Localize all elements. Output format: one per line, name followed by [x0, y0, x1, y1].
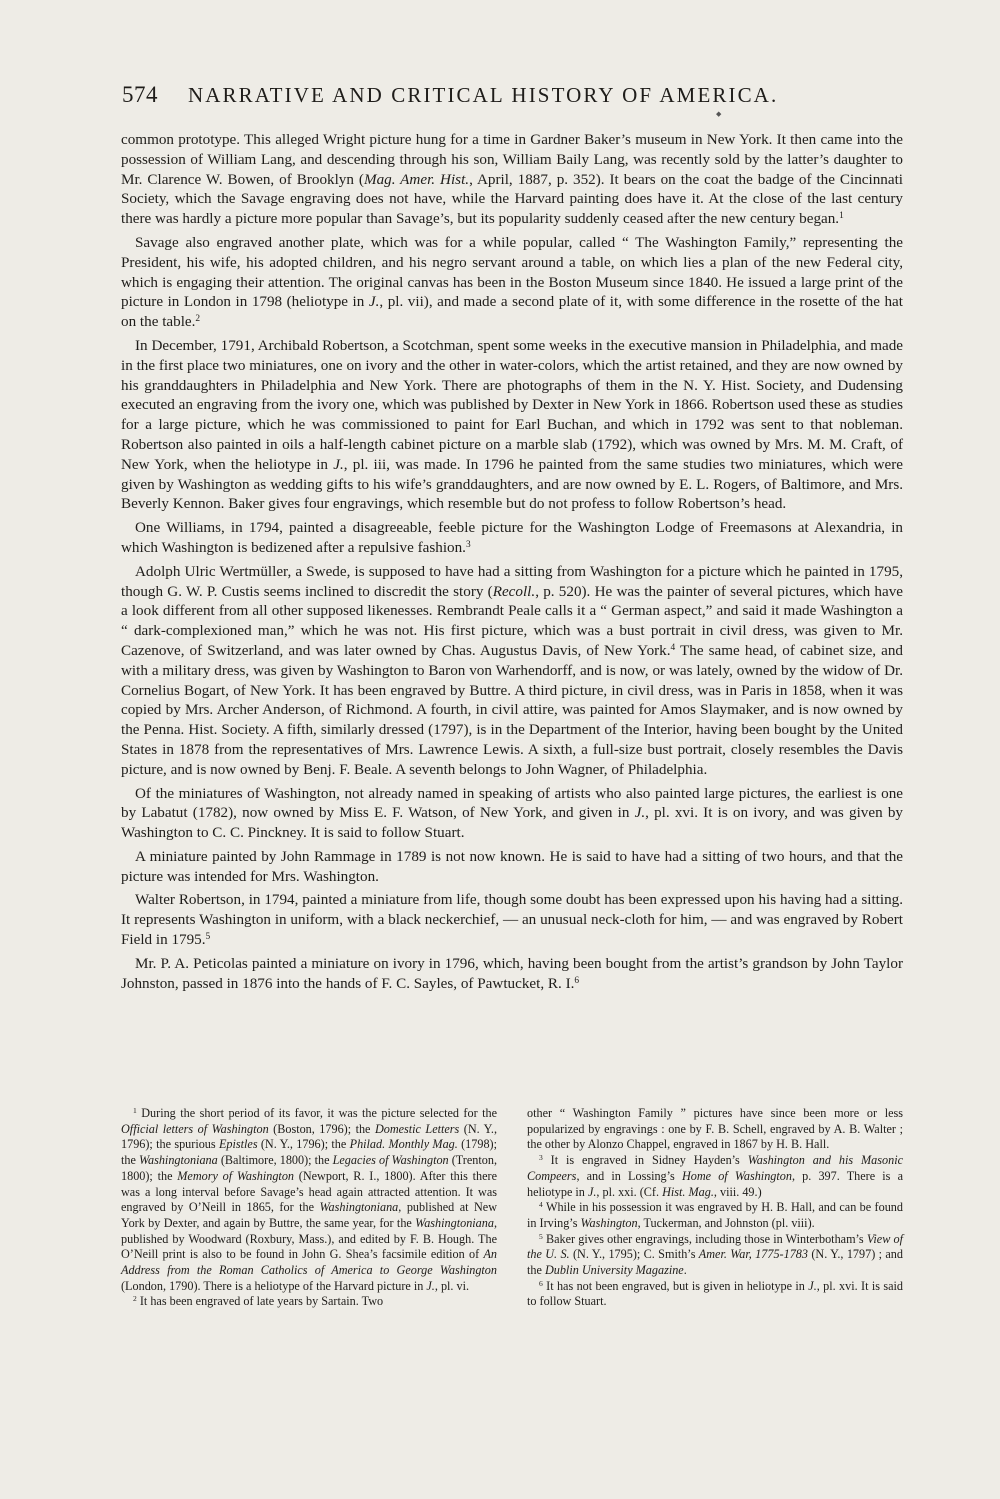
italic-text: An Address from the Roman Catholics of America to George Washington — [121, 1247, 497, 1278]
italic-text: J. — [634, 804, 646, 822]
running-head: NARRATIVE AND CRITICAL HISTORY OF AMERICA. — [188, 83, 779, 107]
footnote-marker: 3 — [465, 539, 471, 550]
footnote-marker: 4 — [539, 1200, 543, 1210]
italic-text: Amer. War, 1775-1783 — [698, 1247, 808, 1262]
page-number: 574 — [122, 82, 158, 107]
paragraph — [121, 336, 903, 514]
text-run: While in his possession it was engraved by H. B. Hall, and can be found in Irving’s — [527, 1200, 903, 1230]
text-run: , pl. vii), and made a second plate of it, with some difference in the rosette of the hat on the table. — [121, 293, 903, 331]
text-run: (Newport, R. I., 1800). After this there was a long interval before Savage’s head again attracted attention. It was engraved by O’Neill in 1865, for the — [121, 1168, 497, 1215]
text-run: , p. 397. There is a heliotype in — [527, 1168, 903, 1199]
footnote-marker: 4 — [670, 642, 676, 653]
footnotes — [121, 1106, 903, 1310]
footnote-marker: 1 — [133, 1105, 137, 1115]
footnote — [121, 1294, 497, 1310]
footnote-marker: 6 — [574, 975, 580, 986]
italic-text: Hist. Mag. — [662, 1184, 714, 1199]
italic-text: Washington and his Masonic Compeers — [527, 1153, 903, 1183]
italic-text: Washington — [580, 1215, 638, 1230]
text-run: In December, 1791, Archibald Robertson, a Scotchman, spent some weeks in the executive mansion in Philadelphia, and made in the first place two miniatures, one on ivory and the other in water-colors, which the artist retained, and they are now owned by his granddaughters in Philadelphia and New York. There are photographs of them in the N. Y. Hist. Society, and Dudensing executed an engraving from the ivory one, which was published by Dexter in New York in 1866. Robertson used these as studies for a large picture, which he was commissioned to paint for Earl Buchan, and which in 1792 was sent to that nobleman. Robertson also painted in oils a half-length cabinet picture on a marble slab (1792), which was owned by Mrs. M. M. Craft, of New York, when the heliotype in — [121, 336, 903, 473]
text-run: , pl. iii, was made. In 1796 he painted from the same studies two miniatures, which were given by Washington as wedding gifts to his wife’s granddaughters, and are now owned by E. L. Rogers, of Baltimore, and Mrs. Beverly Kennon. Baker gives four engravings, which resemble but do not profess to follow Robertson’s head. — [121, 455, 903, 513]
paragraph — [121, 233, 903, 332]
text-run: , April, 1887, p. 352). It bears on the coat the badge of the Cincinnati Society, which the Savage engraving does not have, while the Harvard painting does have it. At the close of the last century there was hardly a picture more popular than Savage’s, but its popularity suddenly ceased after the new century began. — [121, 170, 904, 228]
text-run: Baker gives other engravings, including those in Winterbotham’s — [542, 1231, 867, 1246]
italic-text: J. — [426, 1278, 435, 1293]
paragraph — [121, 890, 903, 949]
footnote-marker: 5 — [539, 1231, 543, 1241]
text-run: Mr. P. A. Peticolas painted a miniature on ivory in 1796, which, having been bought from the artist’s grandson by John Taylor Johnston, passed in 1876 into the hands of F. C. Sayles, of Pawtucket, R. I. — [121, 954, 903, 992]
paragraph — [121, 847, 903, 887]
page-header — [122, 82, 892, 108]
text-run: (Baltimore, 1800); the — [217, 1153, 333, 1168]
footnote-marker: 1 — [839, 211, 844, 222]
text-run: The same head, of cabinet size, and with a military dress, was given by Washington to Baron von Warhendorff, and is now, or was lately, owned by the widow of Dr. Cornelius Bogart, of New York. It has been engraved by Buttre. A third picture, in civil dress, was in Paris in 1858, when it was copied by Mrs. Archer Anderson, of Richmond. A fourth, in civil attire, was painted for Amos Slaymaker, and is now owned by the Penna. Hist. Society. A fifth, similarly dressed (1797), is in the Department of the Interior, having been bought by the United States in 1878 from the representatives of Mrs. Lawrence Lewis. A sixth, a full-size bust portrait, closely resembles the Davis picture, and is now owned by Benj. F. Beale. A seventh belongs to John Wagner, of Philadelphia. — [121, 641, 904, 778]
italic-text: Washingtoniana — [138, 1153, 218, 1168]
text-run: Of the miniatures of Washington, not already named in speaking of artists who also painted large pictures, the earliest is one by Labatut (1782), now owned by Miss E. F. Watson, of New York, and given in — [121, 784, 903, 822]
text-run: . — [683, 1263, 687, 1278]
text-run: (London, 1790). There is a heliotype of the Harvard picture in — [121, 1278, 427, 1293]
footnote — [527, 1106, 903, 1153]
text-run: (Trenton, 1800); the — [121, 1153, 497, 1183]
footnote-marker: 3 — [539, 1152, 543, 1162]
text-run: (N. Y., 1795); C. Smith’s — [569, 1247, 699, 1262]
footnote — [527, 1232, 903, 1279]
footnote-marker: 6 — [539, 1278, 543, 1288]
text-run: One Williams, in 1794, painted a disagreeable, feeble picture for the Washington Lodge of Freemasons at Alexandria, in which Washington is bedizened after a repulsive fashion. — [121, 519, 903, 556]
text-run: , published at New York by Dexter, and again by Buttre, the same year, for the — [121, 1200, 497, 1230]
italic-text: View of the U. S. — [527, 1231, 903, 1262]
text-run: , pl. xvi. It is on ivory, and was given by Washington to C. C. Pinckney. It is said to follow Stuart. — [121, 804, 903, 842]
text-run: A miniature painted by John Rammage in 1789 is not now known. He is said to have had a sitting of two hours, and that the picture was intended for Mrs. Washington. — [121, 847, 903, 885]
italic-text: Memory of Washington — [177, 1168, 295, 1183]
italic-text: J. — [368, 293, 380, 311]
text-run: During the short period of its favor, it was the picture selected for the — [136, 1106, 497, 1120]
paragraph — [121, 954, 903, 994]
italic-text: J. — [587, 1184, 597, 1199]
text-run: , p. 520). He was the painter of several pictures, which have a look different from all other supposed likenesses. Rembrandt Peale calls it a “ German aspect,” and said it made Washington a “ dark-complexioned man,” which he was not. His first picture, which was a bust portrait in civil dress, was given to Mr. Cazenove, of Switzerland, and was later owned by Chas. Augustus Davis, of New York. — [121, 582, 903, 659]
text-run: , and in Lossing’s — [576, 1168, 682, 1183]
text-run: Walter Robertson, in 1794, painted a miniature from life, though some doubt has been expressed upon his having had a sitting. It represents Washington in uniform, with a black neckerchief, — an unusual neck-cloth for him, — and was engraved by Robert Field in 1795. — [121, 891, 903, 949]
text-run: , Tuckerman, and Johnston (pl. viii). — [637, 1215, 815, 1230]
footnote-marker: 2 — [195, 314, 201, 325]
text-run: , pl. xvi. It is said to follow Stuart. — [527, 1278, 903, 1309]
footnote-column-right — [527, 1106, 903, 1310]
italic-text: Home of Washington — [681, 1168, 792, 1183]
text-run: It has not been engraved, but is given in heliotype in — [542, 1278, 809, 1293]
text-run: , pl. xxi. (Cf. — [596, 1184, 663, 1199]
text-run: , pl. vi. — [434, 1278, 470, 1293]
footnote — [527, 1279, 903, 1310]
footnote — [121, 1106, 497, 1294]
text-run: Adolph Ulric Wertmüller, a Swede, is supposed to have had a sitting from Washington for a picture which he painted in 1795, though G. W. P. Custis seems inclined to discredit the story ( — [121, 562, 903, 600]
text-run: (Boston, 1796); the — [268, 1121, 375, 1136]
footnote-column-left — [121, 1106, 497, 1310]
footnote — [527, 1153, 903, 1200]
text-run: (N. Y., 1797) ; and the — [527, 1247, 903, 1278]
italic-text: Official letters of Washington — [121, 1121, 269, 1136]
text-run: common prototype. This alleged Wright picture hung for a time in Gardner Baker’s museum in New York. It then came into the possession of William Lang, and descending through his son, William Baily Lang, was recently sold by the latter’s daughter to Mr. Clarence W. Bowen, of Brooklyn ( — [121, 131, 903, 188]
text-run: (N. Y., 1796); the spurious — [121, 1121, 498, 1152]
italic-text: Washingtoniana — [319, 1200, 399, 1215]
text-run: (N. Y., 1796); the — [257, 1137, 350, 1152]
italic-text: Domestic Letters — [374, 1121, 460, 1136]
footnote-marker: 2 — [133, 1294, 137, 1304]
paragraph — [121, 784, 903, 843]
text-run: (1798); the — [121, 1137, 498, 1168]
text-run: , viii. 49.) — [713, 1184, 762, 1199]
italic-text: J. — [808, 1278, 817, 1293]
text-run: , published by Woodward (Roxbury, Mass.), and edited by F. B. Hough. The O’Neill print is also to be found in John G. Shea’s facsimile edition of — [121, 1215, 497, 1262]
italic-text: Recoll. — [492, 582, 536, 600]
italic-text: Mag. Amer. Hist. — [363, 170, 470, 188]
italic-text: J. — [333, 455, 344, 473]
text-run: other “ Washington Family ” pictures have since been more or less popularized by engravings : one by F. B. Schell, engraved by A. B. Walter ; the other by Alonzo Chappel, engraved in 1867 by H. B. Hall. — [527, 1106, 903, 1152]
footnote — [527, 1200, 903, 1231]
paragraph — [121, 518, 903, 558]
paragraph — [121, 130, 903, 229]
italic-text: Dublin University Magazine — [544, 1263, 684, 1278]
text-run: It has been engraved of late years by Sartain. Two — [136, 1294, 384, 1309]
main-text — [121, 130, 903, 997]
italic-text: Washingtoniana — [415, 1215, 494, 1230]
ornament-mark: ◆ — [716, 110, 722, 118]
text-run: Savage also engraved another plate, which was for a while popular, called “ The Washington Family,” representing the President, his wife, his adopted children, and his negro servant around a table, on which lies a plan of the new Federal city, which is engaging their attention. The original canvas has been in the Boston Museum since 1840. He issued a large print of the picture in London in 1798 (heliotype in — [121, 233, 903, 311]
italic-text: Legacies of Washington — [332, 1153, 449, 1168]
footnote-marker: 5 — [205, 931, 211, 942]
text-run: It is engraved in Sidney Hayden’s — [542, 1153, 748, 1168]
italic-text: Philad. Monthly Mag. — [349, 1137, 458, 1152]
italic-text: Epistles — [218, 1137, 258, 1152]
paragraph — [121, 562, 903, 780]
